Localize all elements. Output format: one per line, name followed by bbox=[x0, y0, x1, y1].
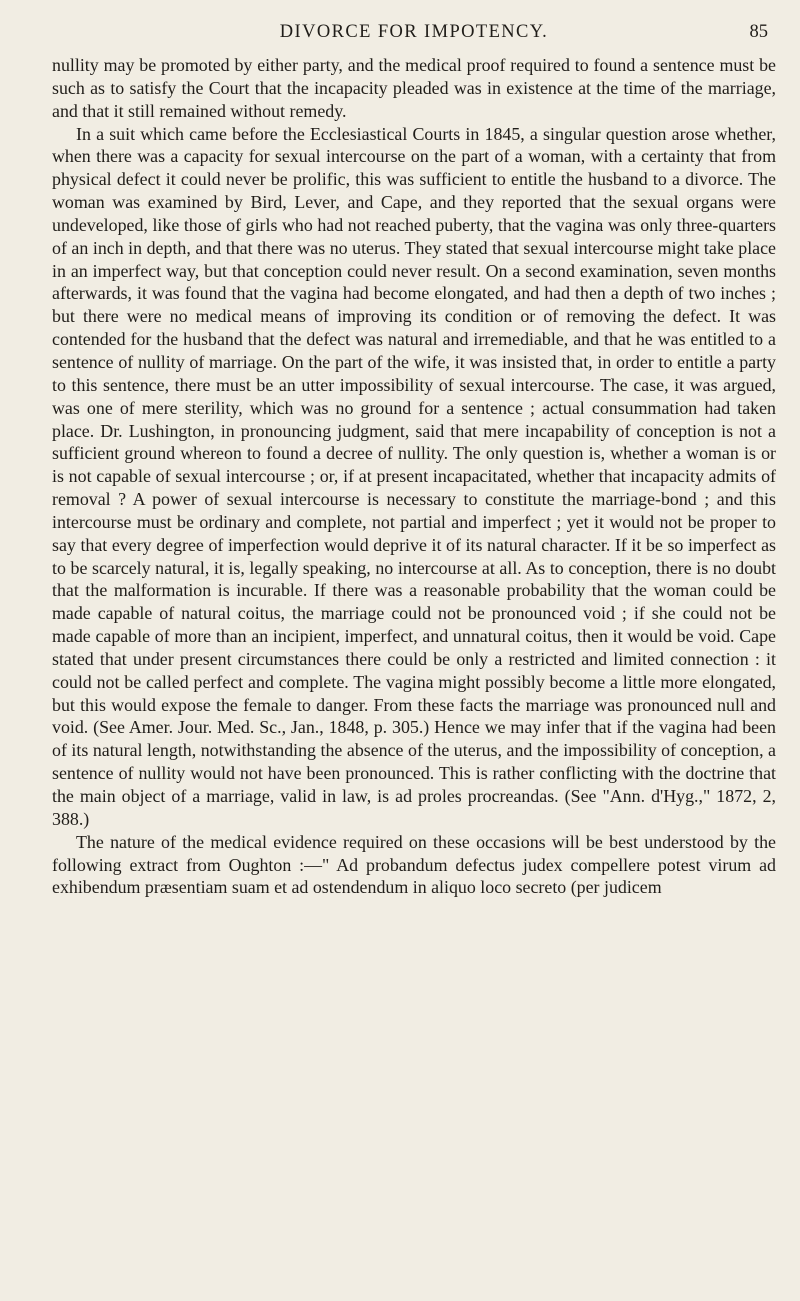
paragraph-case-1845: In a suit which came before the Ecclesiastical Courts in 1845, a singular question arose whether, when there was a capacity for sexual intercourse on the part of a woman, with a certainty that from physical defect it could never be prolific, this was sufficient to entitle the husband to a divorce. The woman was examined by Bird, Lever, and Cape, and they reported that the sexual organs were undeveloped, like those of girls who had not reached puberty, that the vagina was only three-quarters of an inch in depth, and that there was no uterus. They stated that sexual intercourse might take place in an imperfect way, but that conception could never result. On a second examination, seven months afterwards, it was found that the vagina had become elongated, and had then a depth of two inches ; but there were no medical means of improving its condition or of removing the defect. It was contended for the husband that the defect was natural and irremediable, and that he was entitled to a sentence of nullity of marriage. On the part of the wife, it was insisted that, in order to entitle a party to this sentence, there must be an utter impossibility of sexual intercourse. The case, it was argued, was one of mere sterility, which was no ground for a sentence ; actual consummation had taken place. Dr. Lushington, in pronouncing judgment, said that mere incapability of conception is not a sufficient ground whereon to found a decree of nullity. The only question is, whether a woman is or is not capable of sexual intercourse ; or, if at present incapacitated, whether that incapacity admits of removal ? A power of sexual intercourse is necessary to constitute the marriage-bond ; and this intercourse must be ordinary and complete, not partial and imperfect ; yet it would not be proper to say that every degree of imperfection would deprive it of its natural character. If it be so imperfect as to be scarcely natural, it is, legally speaking, no intercourse at all. As to conception, there is no doubt that the malformation is incurable. If there was a reasonable probability that the woman could be made capable of natural coitus, the marriage could not be pronounced void ; if she could not be made capable of more than an incipient, imperfect, and unnatural coitus, then it would be void. Cape stated that under present circumstances there could be only a restricted and limited connection : it could not be called perfect and complete. The vagina might possibly become a little more elongated, but this would expose the female to danger. From these facts the marriage was pronounced null and void. (See Amer. Jour. Med. Sc., Jan., 1848, p. 305.) Hence we may infer that if the vagina had been of its natural length, notwithstanding the absence of the uterus, and the impossibility of conception, a sentence of nullity would not have been pronounced. This is rather conflicting with the doctrine that the main object of a marriage, valid in law, is ad proles procreandas. (See "Ann. d'Hyg.," 1872, 2, 388.) bbox=[52, 123, 776, 829]
paragraph-medical-evidence: The nature of the medical evidence required on these occasions will be best understood by the following extract from Oughton :—" Ad probandum defectus judex compellere potest virum ad exhibendum præsentiam suam et ad ostendendum in aliquo loco secreto (per judicem bbox=[52, 831, 776, 898]
body-text bbox=[52, 54, 776, 899]
running-head: DIVORCE FOR IMPOTENCY. bbox=[279, 22, 549, 42]
page-number: 85 bbox=[749, 22, 768, 42]
page-header bbox=[52, 14, 776, 54]
paragraph-continuation: nullity may be promoted by either party, and the medical proof required to found a sentence must be such as to satisfy the Court that the incapacity pleaded was in existence at the time of the marriage, and that it still remained without remedy. bbox=[52, 55, 776, 121]
